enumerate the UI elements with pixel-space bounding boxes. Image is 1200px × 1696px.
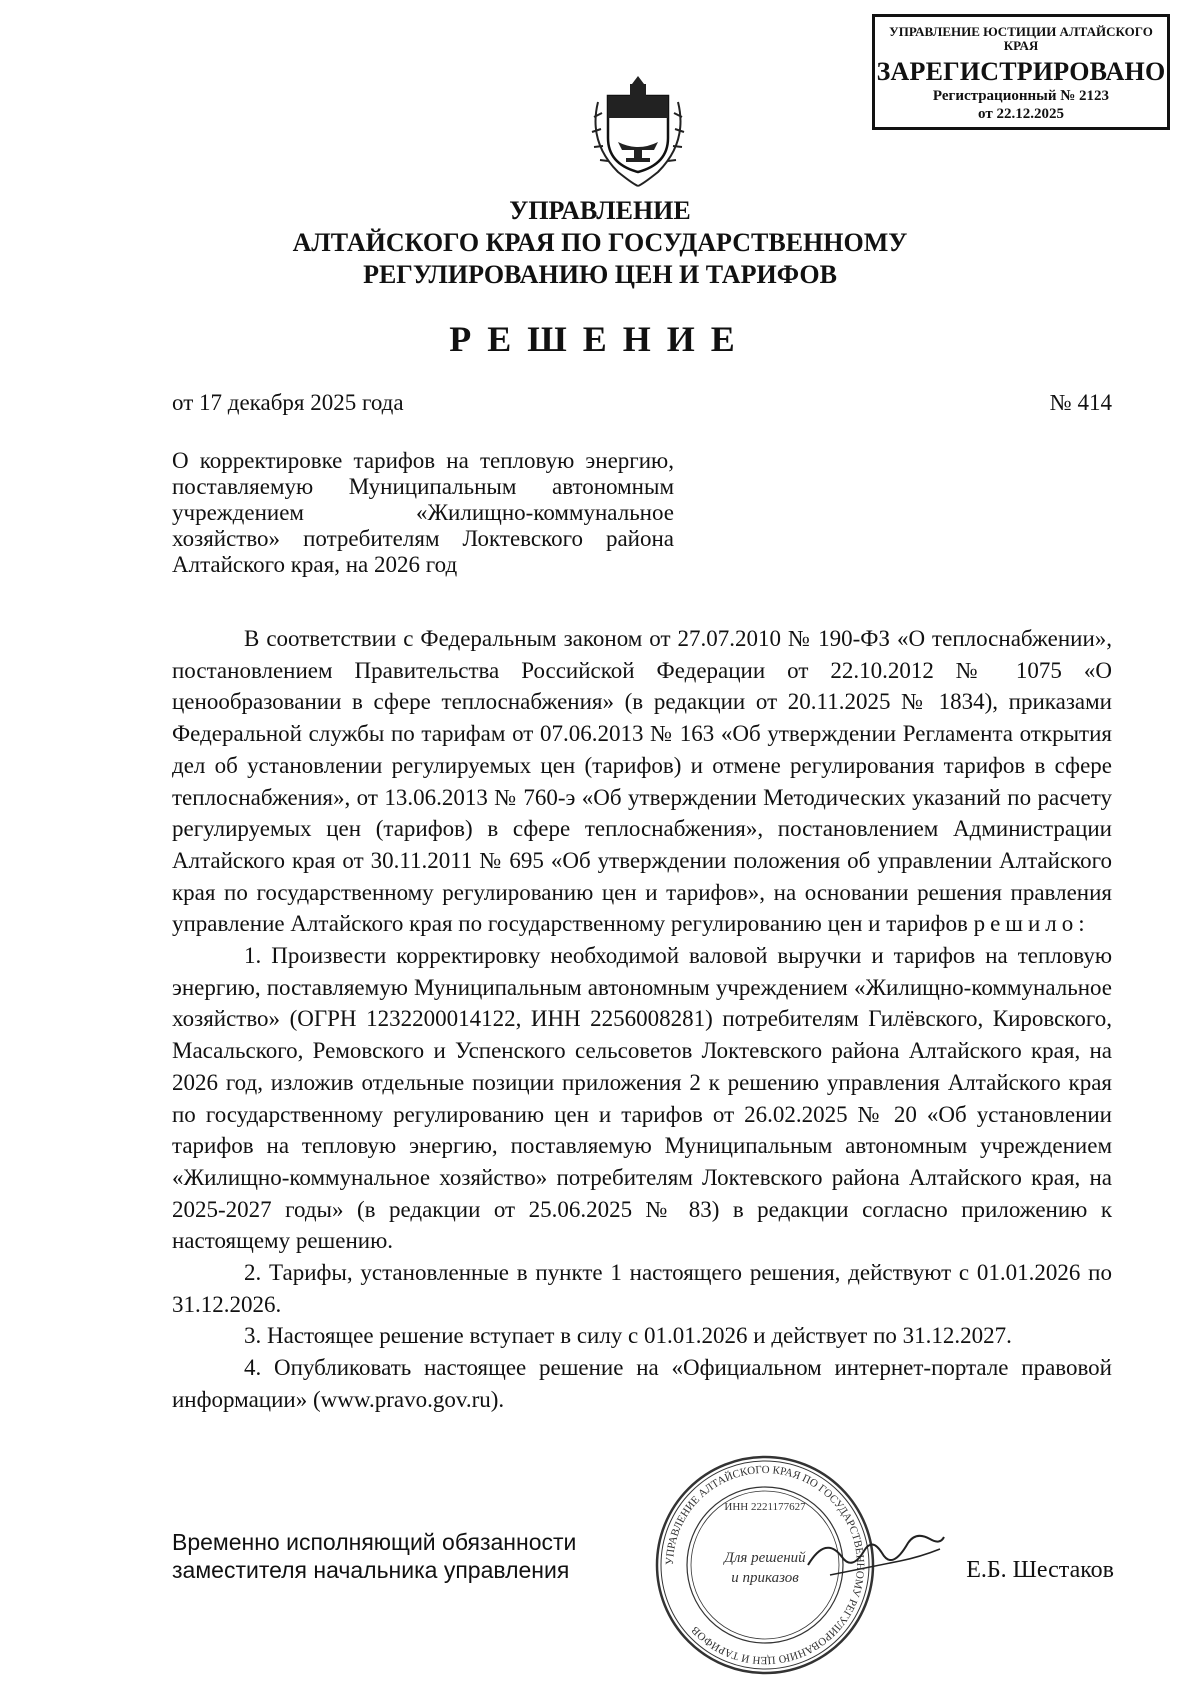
document-title: РЕШЕНИЕ — [449, 319, 751, 359]
header-line3: РЕГУЛИРОВАНИЮ ЦЕН И ТАРИФОВ — [363, 260, 837, 289]
seal-center-line1: Для решений — [724, 1550, 806, 1566]
signer-position — [172, 1528, 576, 1584]
preamble-text: В соответствии с Федеральным законом от 27.07.2010 № 190-ФЗ «О теплоснабжении», постановлением Правительства Российской Федерации от 22.10.2012 № 1075 «О ценообразовании в сфере теплоснабжения» (в редакции от 20.11.2025 № 1834), приказами Федеральной службы по тарифам от 07.06.2013 № 163 «Об утверждении Регламента открытия дел об установлении регулируемых цен (тарифов) и отмене регулирования тарифов в сфере теплоснабжения», от 13.06.2013 № 760-э «Об утверждении Методических указаний по расчету регулируемых цен (тарифов) в сфере теплоснабжения», постановлением Администрации Алтайского края от 30.11.2011 № 695 «Об утверждении положения об управлении Алтайского края по государственному регулированию цен и тарифов», на основании решения правления управление Алтайского края по государственному регулированию цен и тарифов — [172, 626, 1112, 937]
header-line2: АЛТАЙСКОГО КРАЯ ПО ГОСУДАРСТВЕННОМУ — [292, 228, 908, 257]
signer-position-line2: заместителя начальника управления — [172, 1557, 570, 1583]
header-line1: УПРАВЛЕНИЕ — [509, 196, 691, 225]
registration-stamp — [872, 14, 1170, 130]
document-body — [172, 623, 1112, 1416]
seal-center-line2: и приказов — [731, 1570, 799, 1586]
registration-number: Регистрационный № 2123 — [932, 88, 1110, 104]
preamble-paragraph — [172, 623, 1112, 940]
signer-name: Е.Б. Шестаков — [966, 1557, 1114, 1583]
coat-of-arms-icon — [578, 62, 698, 190]
registration-org: УПРАВЛЕНИЕ ЮСТИЦИИ АЛТАЙСКОГО КРАЯ — [889, 24, 1153, 53]
seal-inn: ИНН 2221177627 — [724, 1501, 806, 1513]
registration-date: от 22.12.2025 — [978, 106, 1064, 122]
seal-ring-text: УПРАВЛЕНИЕ АЛТАЙСКОГО КРАЯ ПО ГОСУДАРСТВЕННОМУ РЕГУЛИРОВАНИЮ ЦЕН И ТАРИФОВ — [663, 1463, 867, 1667]
document-number: № 414 — [1049, 390, 1112, 415]
handwritten-signature — [800, 1515, 950, 1595]
item-2: 2. Тарифы, установленные в пункте 1 настоящего решения, действуют с 01.01.2026 по 31.12.2026. — [172, 1260, 1112, 1317]
issuer-header — [0, 195, 1200, 291]
item-3: 3. Настоящее решение вступает в силу с 01.01.2026 и действует по 31.12.2027. — [244, 1323, 1012, 1349]
item-4: 4. Опубликовать настоящее решение на «Официальном интернет-портале правовой информации» (www.pravo.gov.ru). — [172, 1355, 1112, 1412]
signer-position-line1: Временно исполняющий обязанности — [172, 1529, 577, 1555]
decided-word: решило: — [973, 911, 1090, 937]
document-subject: О корректировке тарифов на тепловую энергию, поставляемую Муниципальным автономным учреждением «Жилищно-коммунальное хозяйство» потребителям Локтевского района Алтайского края, на 2026 год — [172, 448, 674, 577]
registration-status: ЗАРЕГИСТРИРОВАНО — [876, 57, 1166, 86]
document-date: от 17 декабря 2025 года — [172, 390, 404, 415]
item-1: 1. Произвести корректировку необходимой валовой выручки и тарифов на тепловую энергию, поставляемую Муниципальным автономным учреждением «Жилищно-коммунальное хозяйство» (ОГРН 1232200014122, ИНН 2256008281) потребителям Гилёвского, Кировского, Масальского, Ремовского и Успенского сельсоветов Локтевского района Алтайского края, на 2026 год, изложив отдельные позиции приложения 2 к решению управления Алтайского края по государственному регулированию цен и тарифов от 26.02.2025 № 20 «Об установлении тарифов на тепловую энергию, поставляемую Муниципальным автономным учреждением «Жилищно-коммунальное хозяйство» потребителям Локтевского района Алтайского края, на 2025-2027 годы» (в редакции от 25.06.2025 № 83) в редакции согласно приложению к настоящему решению. — [172, 943, 1112, 1254]
